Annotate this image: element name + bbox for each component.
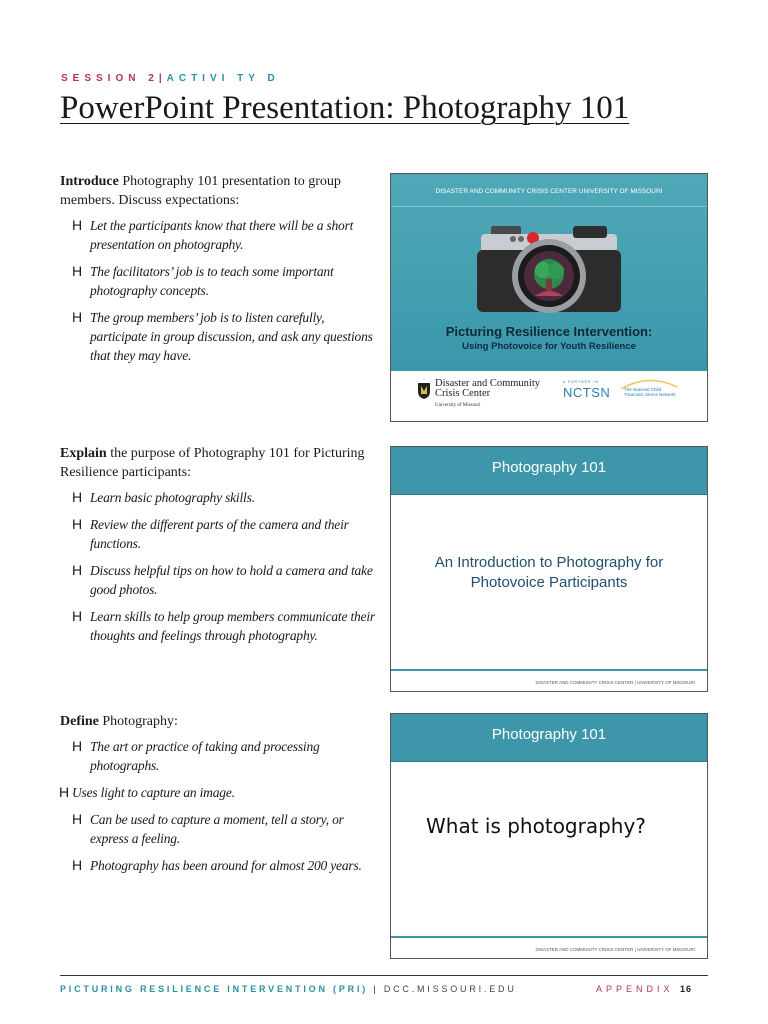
bullet-glyph: H — [72, 738, 82, 754]
section-lead — [60, 444, 380, 482]
footer-program: PICTURING RESILIENCE INTERVENTION (PRI) — [60, 984, 369, 994]
activity-label: ACTIVI TY D — [166, 73, 280, 84]
bullet-glyph: H — [72, 217, 82, 233]
nctsn-description — [624, 387, 676, 397]
bullet-text: Can be used to capture a moment, tell a story, or express a feeling. — [90, 812, 344, 846]
list-item — [60, 783, 380, 802]
nctsn-desc-line-1: The National Child — [624, 387, 662, 392]
slide-subtitle: Using Photovoice for Youth Resilience — [462, 341, 636, 352]
slide-footer-rule — [391, 669, 707, 671]
session-label — [61, 73, 280, 84]
dcc-line-1: Disaster and Community — [435, 378, 540, 389]
list-item — [60, 515, 380, 553]
page-footer — [60, 984, 708, 994]
bullet-text: Photography has been around for almost 200 years. — [90, 858, 362, 873]
bullet-text: The facilitators’ job is to teach some important photography concepts. — [90, 264, 334, 298]
slide-header-divider — [391, 206, 707, 207]
nctsn-logo-text: NCTSN — [563, 385, 611, 400]
section-introduce — [60, 172, 380, 373]
nctsn-desc-line-2: Traumatic Stress Network — [624, 392, 676, 397]
university-shield-icon — [417, 382, 431, 400]
bullet-list — [60, 737, 380, 875]
bullet-glyph: H — [59, 784, 69, 800]
bullet-glyph: H — [72, 811, 82, 827]
lead-bold: Introduce — [60, 174, 119, 189]
lead-text: Photography: — [98, 714, 178, 729]
footer-separator: | — [368, 984, 384, 994]
lead-bold: Define — [60, 714, 99, 729]
slide-header-text: DISASTER AND COMMUNITY CRISIS CENTER UNIVERSITY OF MISSOURI — [435, 188, 663, 195]
footer-divider — [60, 975, 708, 976]
slide-footer-text: DISASTER AND COMMUNITY CRISIS CENTER | UNIVERSITY OF MISSOURI — [535, 947, 695, 952]
section-lead — [60, 712, 380, 731]
section-define — [60, 712, 380, 883]
bullet-glyph: H — [72, 857, 82, 873]
bullet-text: Discuss helpful tips on how to hold a camera and take good photos. — [90, 563, 373, 597]
bullet-list — [60, 488, 380, 645]
bullet-text: Learn basic photography skills. — [90, 490, 255, 505]
section-lead — [60, 172, 380, 210]
bullet-glyph: H — [72, 516, 82, 532]
slide-band-title: Photography 101 — [491, 726, 607, 743]
bullet-glyph: H — [72, 309, 82, 325]
bullet-list — [60, 216, 380, 365]
bullet-glyph: H — [72, 263, 82, 279]
slide-body-line-1: An Introduction to Photography for — [434, 554, 664, 571]
slide-body-text — [391, 553, 707, 593]
list-item — [60, 488, 380, 507]
bullet-glyph: H — [72, 562, 82, 578]
slide-title-card — [390, 173, 708, 422]
bullet-text: The group members’ job is to listen carefully, participate in group discussion, and ask any questions that they may have. — [90, 310, 373, 363]
footer-url: DCC.MISSOURI.EDU — [383, 984, 517, 994]
lead-text: the purpose of Photography 101 for Picturing Resilience participants: — [60, 446, 365, 480]
slide-footer-rule — [391, 936, 707, 938]
bullet-text: Let the participants know that there will be a short presentation on photography. — [90, 218, 354, 252]
slide-band-title: Photography 101 — [491, 459, 607, 476]
slide-question-text: What is photography? — [426, 814, 646, 838]
slide-title: Picturing Resilience Intervention: — [445, 324, 653, 339]
footer-appendix — [596, 984, 692, 994]
bullet-text: Learn skills to help group members communicate their thoughts and feelings through photography. — [90, 609, 375, 643]
bullet-text: Uses light to capture an image. — [72, 785, 235, 800]
slide-footer-text: DISASTER AND COMMUNITY CRISIS CENTER | UNIVERSITY OF MISSOURI — [535, 680, 695, 685]
list-item — [60, 561, 380, 599]
nctsn-partner-text: A PARTNER IN — [563, 380, 599, 384]
slide-body-line-2: Photovoice Participants — [470, 574, 628, 591]
list-item — [60, 810, 380, 848]
slide-question — [390, 713, 708, 959]
slide-introduction — [390, 446, 708, 692]
list-item — [60, 607, 380, 645]
section-explain — [60, 444, 380, 653]
page-number: 16 — [679, 984, 692, 994]
lead-text: Photography 101 presentation to group members. Discuss expectations: — [60, 174, 341, 208]
bullet-glyph: H — [72, 608, 82, 624]
camera-icon — [473, 224, 625, 316]
session-number: SESSION 2 — [61, 73, 159, 84]
page-title: PowerPoint Presentation: Photography 101 — [60, 90, 630, 126]
list-item — [60, 216, 380, 254]
session-separator: | — [158, 73, 167, 84]
dcc-logo-text — [435, 379, 540, 399]
slide-logo-strip — [391, 371, 707, 421]
bullet-glyph: H — [72, 489, 82, 505]
bullet-text: Review the different parts of the camera and their functions. — [90, 517, 349, 551]
list-item — [60, 737, 380, 775]
lead-bold: Explain — [60, 446, 107, 461]
list-item — [60, 262, 380, 300]
dcc-line-2: Crisis Center — [435, 388, 491, 399]
appendix-label: APPENDIX — [595, 984, 674, 994]
list-item — [60, 308, 380, 365]
list-item — [60, 856, 380, 875]
bullet-text: The art or practice of taking and processing photographs. — [90, 739, 320, 773]
dcc-sub-text: University of Missouri — [435, 403, 481, 408]
